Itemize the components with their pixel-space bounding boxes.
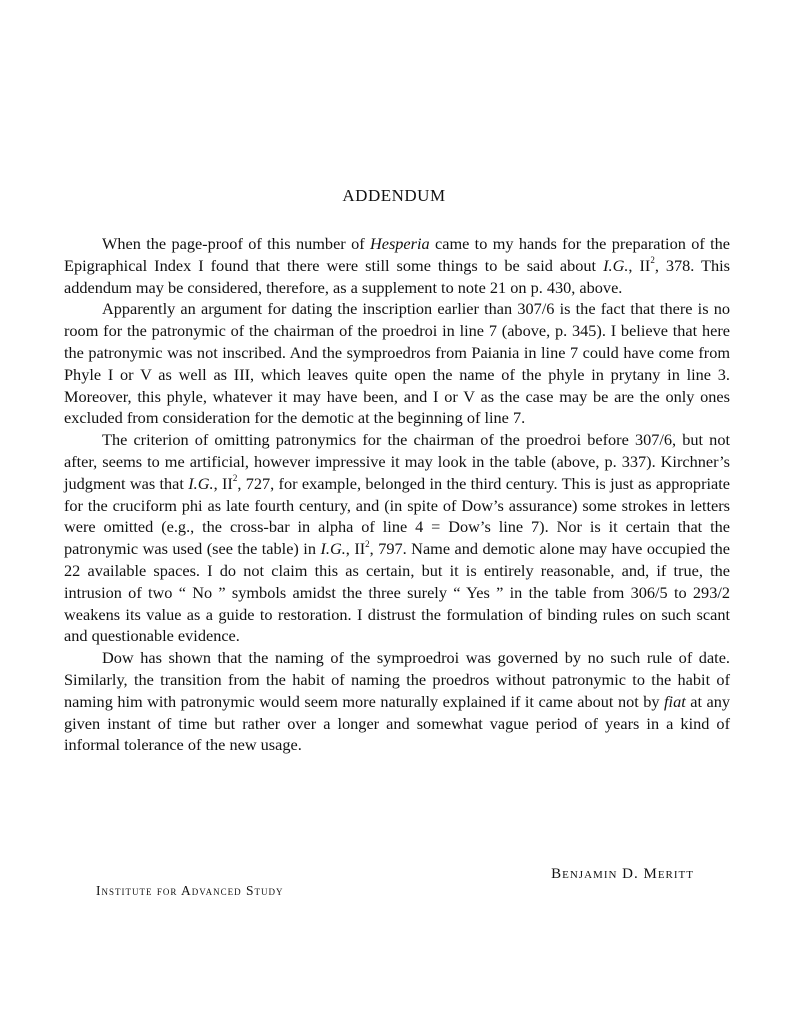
page-title: ADDENDUM xyxy=(342,186,446,205)
addendum-body xyxy=(64,233,730,756)
author-institution: Institute for Advanced Study xyxy=(96,883,284,898)
paragraph-3: The criterion of omitting patronymics for the chairman of the proedroi before 307/6, but not after, seems to me artificial, however impressive it may look in the table (above, p. 337). Kirchner’s judgment was that I.G., $II^2$, 727, for example, belonged in the third century. This is just as appropriate for the cruciform phi as late fourth century, and (in spite of Dow’s assurance) some strokes in letters were omitted (e.g., the cross-bar in alpha of line 4 = Dow’s line 7). Nor is it certain that the patronymic was used (see the table) in I.G., $II^2$, 797. Name and demotic alone may have occupied the 22 available spaces. I do not claim this as certain, but it is entirely reasonable, and, if true, the intrusion of two “ No ” symbols amidst the three surely “ Yes ” in the table from 306/5 to 293/2 weakens its value as a guide to restoration. I distrust the formulation of binding rules on such scant and questionable evidence. xyxy=(64,430,730,646)
paragraph-1: When the page-proof of this number of Hesperia came to my hands for the preparation of the Epigraphical Index I found that there were still some things to be said about I.G., $II^2$, 378. This addendum may be considered, therefore, as a supplement to note 21 on p. 430, above. xyxy=(64,234,730,297)
author-signature: Benjamin D. Meritt xyxy=(551,866,694,882)
paragraph-4: Dow has shown that the naming of the symproedroi was governed by no such rule of date. Similarly, the transition from the habit of naming the proedros without patronymic to the habit of naming him with patronymic would seem more naturally explained if it came about not by fiat at any given instant of time but rather over a longer and somewhat vague period of years in a kind of informal tolerance of the new usage. xyxy=(64,648,730,755)
journal-title: Hesperia xyxy=(369,234,430,253)
paragraph-2: Apparently an argument for dating the inscription earlier than 307/6 is the fact that there is no room for the patronymic of the chairman of the proedroi in line 7 (above, p. 345). I believe that here the patronymic was not inscribed. And the symproedros from Paiania in line 7 could have come from Phyle I or V as well as III, which leaves quite open the name of the phyle in prytany in line 3. Moreover, this phyle, whatever it may have been, and I or V as the case may be are the only ones excluded from consideration for the demotic at the beginning of line 7. xyxy=(64,299,730,428)
